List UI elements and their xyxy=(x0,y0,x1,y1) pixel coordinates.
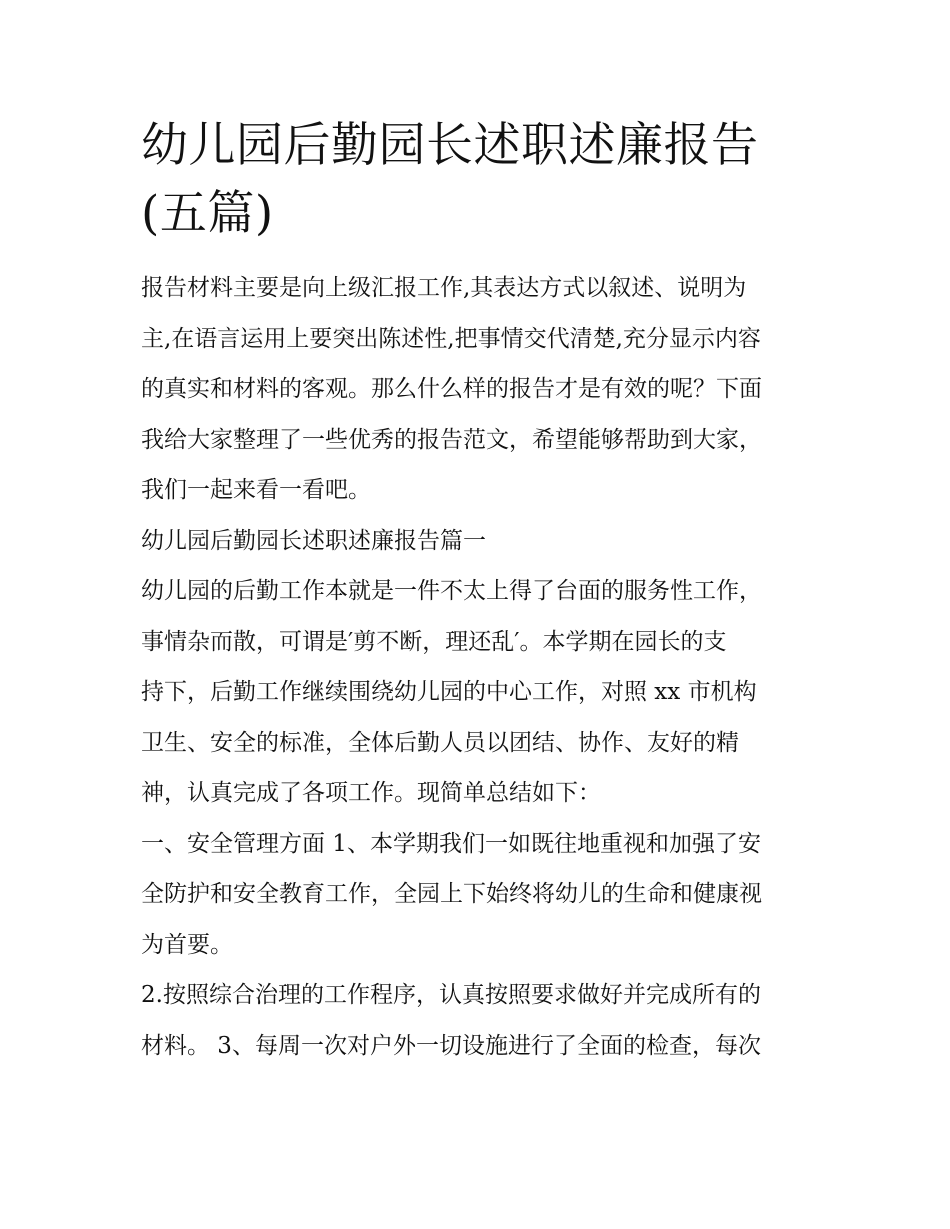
document-content xyxy=(141,112,821,1071)
section-heading xyxy=(141,516,821,567)
title-line: (五篇) xyxy=(141,186,274,241)
text-line: 事情杂而散，可谓是′剪不断，理还乱′。本学期在园长的支 xyxy=(141,628,727,655)
text-line: 2.按照综合治理的工作程序，认真按照要求做好并完成所有的 xyxy=(141,982,761,1008)
text-line: 为首要。 xyxy=(141,931,233,958)
text-line: 持下，后勤工作继续围绕幼儿园的中心工作，对照 xx 市机构 xyxy=(141,679,757,705)
document-title xyxy=(141,112,821,248)
text-line: 的真实和材料的客观。那么什么样的报告才是有效的呢？下面 xyxy=(141,376,762,402)
document-body xyxy=(141,263,821,1071)
text-line: 主,在语言运用上要突出陈述性,把事情交代清楚,充分显示内容 xyxy=(141,325,761,352)
text-line: 我给大家整理了一些优秀的报告范文，希望能够帮助到大家， xyxy=(141,426,762,453)
intro-paragraph xyxy=(141,263,821,516)
text-line: 幼儿园的后勤工作本就是一件不太上得了台面的服务性工作， xyxy=(141,578,762,604)
text-line: 我们一起来看一看吧。 xyxy=(141,477,371,503)
title-line: 幼儿园后勤园长述职述廉报告 xyxy=(141,118,759,173)
text-line: 神，认真完成了各项工作。现简单总结如下： xyxy=(141,780,601,806)
body-paragraph xyxy=(141,819,821,971)
body-paragraph xyxy=(141,566,821,819)
text-line: 报告材料主要是向上级汇报工作,其表达方式以叙述、说明为 xyxy=(141,275,747,301)
text-line: 卫生、安全的标准，全体后勤人员以团结、协作、友好的精 xyxy=(141,729,739,756)
body-paragraph xyxy=(141,970,821,1071)
text-line: 一、安全管理方面 1、本学期我们一如既往地重视和加强了安 xyxy=(141,830,761,857)
text-line: 全防护和安全教育工作，全园上下始终将幼儿的生命和健康视 xyxy=(141,881,762,907)
section-heading-text: 幼儿园后勤园长述职述廉报告篇一 xyxy=(141,527,486,554)
text-line: 材料。 3、每周一次对户外一切设施进行了全面的检查，每次 xyxy=(141,1032,761,1059)
